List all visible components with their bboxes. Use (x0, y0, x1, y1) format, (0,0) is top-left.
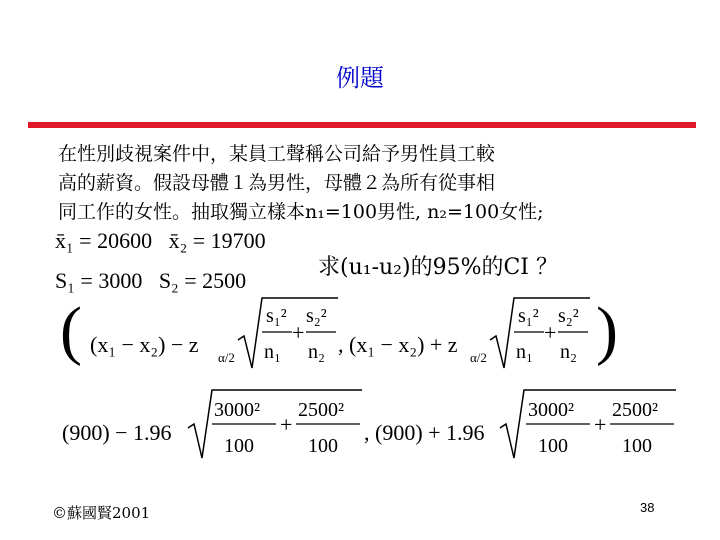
paragraph-line-2: 高的薪資。假設母體１為男性，母體２為所有從事相 (58, 172, 496, 194)
general-plus-right: + (544, 320, 557, 345)
page-number: 38 (640, 500, 655, 515)
numeric-num1-right: 3000² (528, 399, 574, 421)
general-alpha-right: α/2 (470, 350, 487, 365)
numeric-num2-left: 2500² (298, 399, 344, 421)
big-open-paren: ( (60, 294, 82, 367)
general-s2sq-right: s₂² (558, 305, 579, 327)
general-right-term: , (x₁ − x₂) + z (338, 332, 458, 357)
general-alpha-left: α/2 (218, 350, 235, 365)
numeric-plus-left: + (280, 412, 293, 437)
numeric-den1-right: 100 (538, 435, 568, 457)
numeric-left-term: (900) − 1.96 (62, 420, 172, 445)
general-plus-left: + (292, 320, 305, 345)
general-n1-right: n₁ (516, 341, 533, 363)
mean-x2: x̄₂ = 19700 (168, 228, 266, 253)
numeric-right-term: , (900) + 1.96 (364, 420, 485, 445)
mean-x1: x̄₁ = 20600 (55, 228, 153, 253)
numeric-num1-left: 3000² (214, 399, 260, 421)
big-close-paren: ) (596, 294, 618, 367)
numeric-den2-left: 100 (308, 435, 338, 457)
paragraph-line-1: 在性別歧視案件中，某員工聲稱公司給予男性員工較 (58, 143, 496, 165)
numeric-den1-left: 100 (224, 435, 254, 457)
general-n2-left: n₂ (308, 341, 325, 363)
paragraph-line-3: 同工作的女性。抽取獨立樣本n₁=100男性, n₂=100女性; (58, 201, 544, 223)
general-s1sq-left: s₁² (266, 305, 287, 327)
numeric-den2-right: 100 (622, 435, 652, 457)
slide-title: 例題 (336, 64, 384, 92)
general-s1sq-right: s₁² (518, 305, 539, 327)
sd-s2: S₂ = 2500 (158, 268, 247, 293)
numeric-plus-right: + (594, 412, 607, 437)
general-left-term: (x₁ − x₂) − z (90, 332, 199, 357)
sd-s1: S₁ = 3000 (55, 268, 143, 293)
general-n2-right: n₂ (560, 341, 577, 363)
question-text: 求(u₁-u₂)的95%的CI ？ (318, 255, 558, 280)
numeric-num2-right: 2500² (612, 399, 658, 421)
copyright-footer: ©蘇國賢2001 (52, 504, 151, 522)
general-n1-left: n₁ (264, 341, 281, 363)
general-s2sq-left: s₂² (306, 305, 327, 327)
